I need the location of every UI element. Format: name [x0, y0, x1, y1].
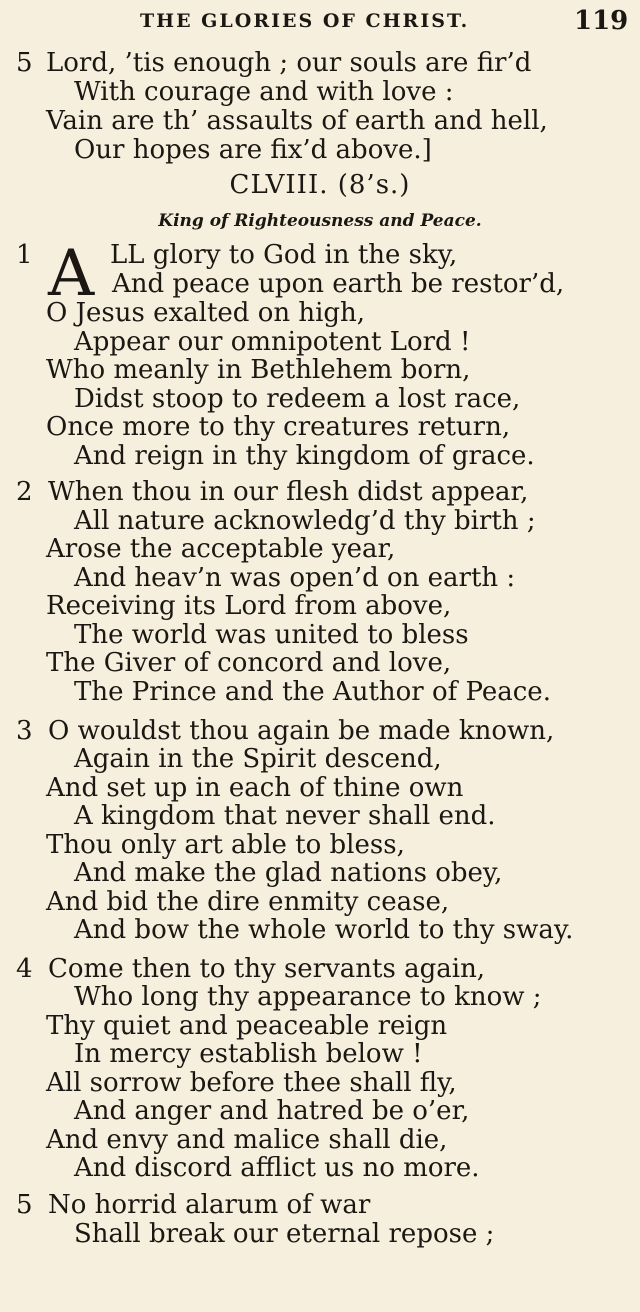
verse-line: Appear our omnipotent Lord ! — [74, 327, 471, 357]
verse-line: All nature acknowledg’d thy birth ; — [74, 506, 536, 536]
verse-line: Shall break our eternal repose ; — [74, 1219, 495, 1249]
verse-number: 5 — [16, 1190, 33, 1220]
verse-line: All sorrow before thee shall fly, — [46, 1068, 457, 1098]
verse-line: Arose the acceptable year, — [46, 534, 396, 564]
verse-line: And peace upon earth be restor’d, — [112, 269, 565, 299]
verse-line: Who meanly in Bethlehem born, — [46, 355, 471, 385]
verse-line: And make the glad nations obey, — [74, 858, 503, 888]
verse-number: 1 — [16, 240, 33, 270]
running-header — [0, 4, 640, 40]
hymn-number: CLVIII. (8’s.) — [229, 170, 411, 200]
verse-line: Thy quiet and peaceable reign — [46, 1011, 448, 1041]
verse-line: And set up in each of thine own — [46, 773, 464, 803]
verse-line: And bid the dire enmity cease, — [46, 887, 450, 917]
verse-line: Vain are th’ assaults of earth and hell, — [46, 106, 548, 136]
verse-line: O Jesus exalted on high, — [46, 298, 366, 328]
verse-line: And envy and malice shall die, — [46, 1125, 448, 1155]
verse-number: 2 — [16, 477, 33, 507]
verse-number: 5 — [16, 48, 33, 78]
verse-line: Again in the Spirit descend, — [74, 744, 442, 774]
verse-line: LL glory to God in the sky, — [110, 240, 458, 270]
verse-line: With courage and with love : — [74, 77, 454, 107]
verse-line: And discord afflict us no more. — [74, 1153, 480, 1183]
running-title: THE GLORIES OF CHRIST. — [140, 10, 470, 32]
verse-number: 3 — [16, 716, 33, 746]
verse-line: No horrid alarum of war — [48, 1190, 371, 1220]
verse-line: Lord, ’tis enough ; our souls are fir’d — [46, 48, 532, 78]
verse-number: 4 — [16, 954, 33, 984]
verse-line: In mercy establish below ! — [74, 1039, 423, 1069]
verse-line: Who long thy appearance to know ; — [74, 982, 542, 1012]
verse-line: And anger and hatred be o’er, — [74, 1096, 470, 1126]
verse-line: Come then to thy servants again, — [48, 954, 486, 984]
drop-cap: A — [48, 237, 95, 311]
verse-line: O wouldst thou again be made known, — [48, 716, 555, 746]
verse-line: Our hopes are fix’d above.] — [74, 135, 432, 165]
verse-line: The Giver of concord and love, — [46, 648, 452, 678]
verse-line: Thou only art able to bless, — [46, 830, 405, 860]
verse-line: Receiving its Lord from above, — [46, 591, 452, 621]
verse-line: When thou in our flesh didst appear, — [48, 477, 529, 507]
verse-line: And bow the whole world to thy sway. — [74, 915, 574, 945]
page-number: 119 — [574, 6, 629, 36]
hymn-title: King of Righteousness and Peace. — [158, 211, 482, 231]
verse-line: The Prince and the Author of Peace. — [74, 677, 551, 707]
verse-line: A kingdom that never shall end. — [74, 801, 496, 831]
verse-line: And heav’n was open’d on earth : — [74, 563, 516, 593]
verse-line: And reign in thy kingdom of grace. — [74, 441, 535, 471]
verse-line: The world was united to bless — [74, 620, 469, 650]
verse-line: Didst stoop to redeem a lost race, — [74, 384, 521, 414]
verse-line: Once more to thy creatures return, — [46, 412, 511, 442]
